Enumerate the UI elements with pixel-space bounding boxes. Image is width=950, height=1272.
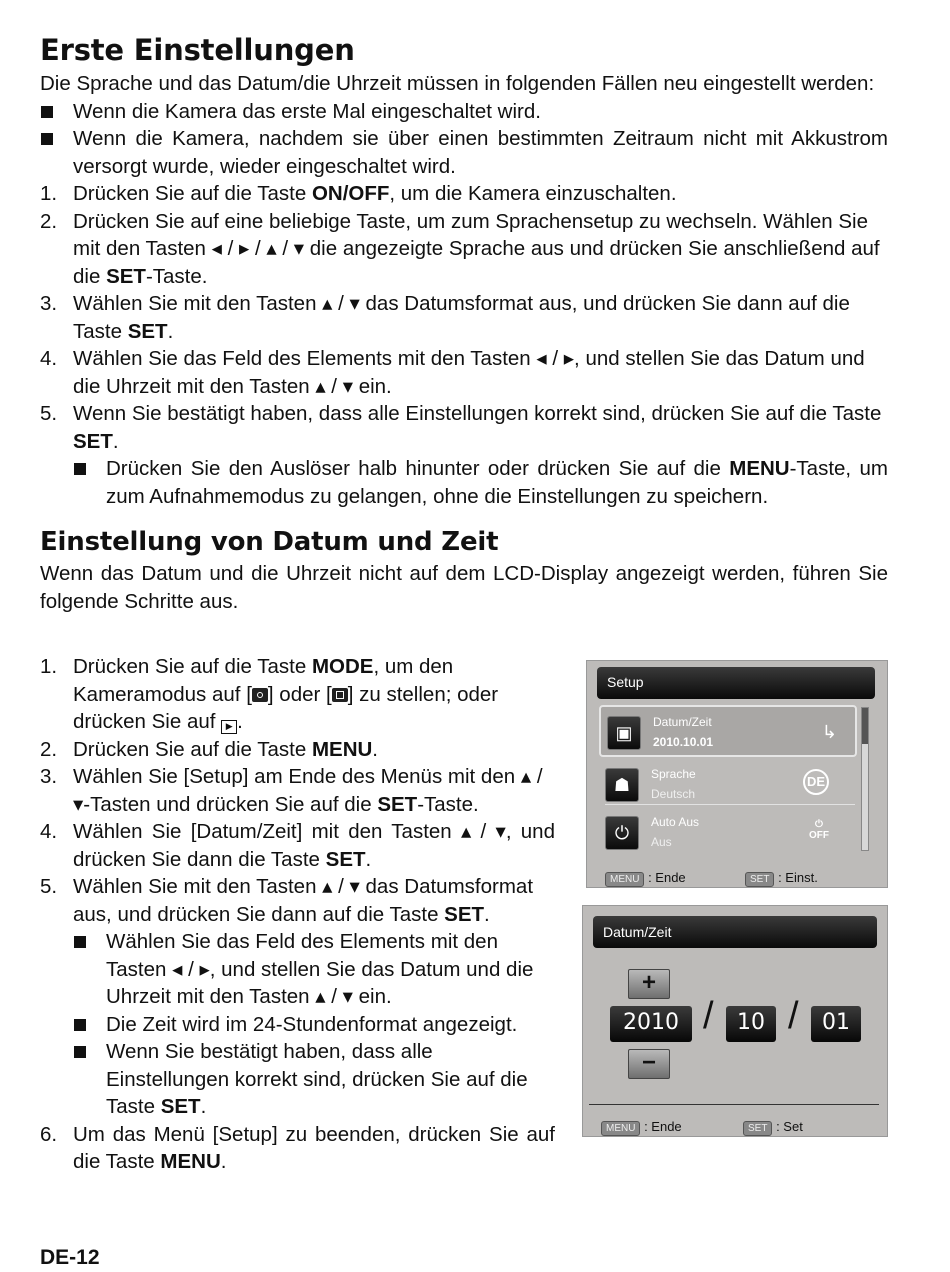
heading-first-settings: Erste Einstellungen [40,33,355,67]
square-bullet-icon [74,936,86,948]
date-time-screen [582,905,888,1137]
square-bullet-icon [41,106,53,118]
step-item: 1. Drücken Sie auf die Taste MODE, um den Kameramodus auf [ ] oder [ ] zu stellen; oder drücken Sie auf ▶ . [40,655,499,733]
set-key-icon: SET [743,1121,772,1136]
setup-menu-screen [586,660,888,888]
step-item: 2. Drücken Sie auf eine beliebige Taste, um zum Sprachensetup zu wechseln. Wählen Sie mit den Tasten ◂ / ▸ / ▴ / ▾ die angezeigte Sprache aus und drücken Sie anschließend auf die SET-Taste. [40,209,880,288]
square-bullet-icon [74,1019,86,1031]
screen-title-bar: Setup [597,667,875,699]
screen-title-bar: Datum/Zeit [593,916,877,948]
plus-button[interactable]: + [628,969,670,999]
playback-icon: ▶ [221,720,237,734]
intro-text-2: Wenn das Datum und die Uhrzeit nicht auf dem LCD-Display angezeigt werden, führen Sie folgende Schritte aus. [40,562,888,613]
section-first-settings [40,30,888,615]
minus-button[interactable]: − [628,1049,670,1079]
sub-bullet-item: Drücken Sie den Auslöser halb hinunter oder drücken Sie auf die MENU-Taste, um zum Aufnahmemodus zu gelangen, ohne die Einstellungen zu speichern. [73,455,888,510]
sub-bullet-item: Wenn Sie bestätigt haben, dass alle Einstellungen korrekt sind, drücken Sie auf die Taste SET. [73,1038,555,1121]
menu-item-auto-aus[interactable]: ⏻ Auto Aus Aus ⏻ OFF [599,807,845,855]
square-bullet-icon [74,1046,86,1058]
menu-key-icon: MENU [605,872,644,887]
language-icon: ☗ [605,768,639,802]
calendar-icon: ▣ [607,716,641,750]
heading-date-time: Einstellung von Datum und Zeit [40,527,499,557]
language-de-badge: DE [803,769,829,795]
enter-arrow-icon: ↳ [821,722,837,742]
page-number: DE-12 [40,1246,100,1269]
step-item: 6. Um das Menü [Setup] zu beenden, drücken Sie auf die Taste MENU. [40,1122,555,1173]
hint-set: SET : Set [743,1113,803,1141]
square-bullet-icon [74,463,86,475]
step-item: 3. Wählen Sie [Setup] am Ende des Menüs mit den ▴ / ▾-Tasten und drücken Sie auf die SET-Taste. [40,765,543,816]
menu-item-datum-zeit[interactable]: ▣ Datum/Zeit 2010.10.01 ↳ [599,705,857,757]
date-separator: / [703,995,714,1037]
menu-item-sprache[interactable]: ☗ Sprache Deutsch DE [599,759,845,807]
hint-menu-end: MENU : Ende [601,1113,682,1141]
step-item: 2. Drücken Sie auf die Taste MENU. [40,737,378,761]
sub-bullet-item: Wählen Sie das Feld des Elements mit den Tasten ◂ / ▸, und stellen Sie das Datum und die Uhrzeit mit den Tasten ▴ / ▾ ein. [73,928,555,1011]
step-item: 5. Wählen Sie mit den Tasten ▴ / ▾ das Datumsformat aus, und drücken Sie dann auf die Taste SET. [40,875,534,926]
step-item: 4. Wählen Sie das Feld des Elements mit den Tasten ◂ / ▸, und stellen Sie das Datum und die Uhrzeit mit den Tasten ▴ / ▾ ein. [40,347,865,398]
menu-key-icon: MENU [601,1121,640,1136]
sub-bullet-item: Die Zeit wird im 24-Stundenformat angezeigt. [73,1011,555,1039]
bullet-item: Wenn die Kamera, nachdem sie über einen bestimmten Zeitraum nicht mit Akkustrom versorgt wurde, wieder eingeschaltet wird. [40,125,888,180]
date-separator: / [788,995,799,1037]
set-key-icon: SET [745,872,774,887]
step-item: 5. Wenn Sie bestätigt haben, dass alle Einstellungen korrekt sind, drücken Sie auf die Taste SET. [40,402,882,453]
intro-text: Die Sprache und das Datum/die Uhrzeit müssen in folgenden Fällen neu eingestellt werden: [40,72,875,95]
hint-menu-end: MENU : Ende [605,864,686,892]
step-item: 4. Wählen Sie [Datum/Zeit] mit den Tasten ▴ / ▾, und drücken Sie dann die Taste SET. [40,820,555,871]
power-icon: ⏻ [605,816,639,850]
steps-date-time [40,653,555,1176]
day-field[interactable]: 01 [811,1006,861,1042]
step-item: 3. Wählen Sie mit den Tasten ▴ / ▾ das Datumsformat aus, und drücken Sie dann auf die Taste SET. [40,292,850,343]
square-bullet-icon [41,133,53,145]
movie-mode-icon [332,688,348,702]
month-field[interactable]: 10 [726,1006,776,1042]
scrollbar[interactable] [861,707,869,851]
power-off-indicator: ⏻ OFF [809,819,829,841]
step-item: 1. Drücken Sie auf die Taste ON/OFF, um die Kamera einzuschalten. [40,182,677,205]
hint-set: SET : Einst. [745,864,818,892]
camera-mode-icon [252,688,268,702]
bullet-item: Wenn die Kamera das erste Mal eingeschaltet wird. [40,98,888,126]
year-field[interactable]: 2010 [610,1006,692,1042]
